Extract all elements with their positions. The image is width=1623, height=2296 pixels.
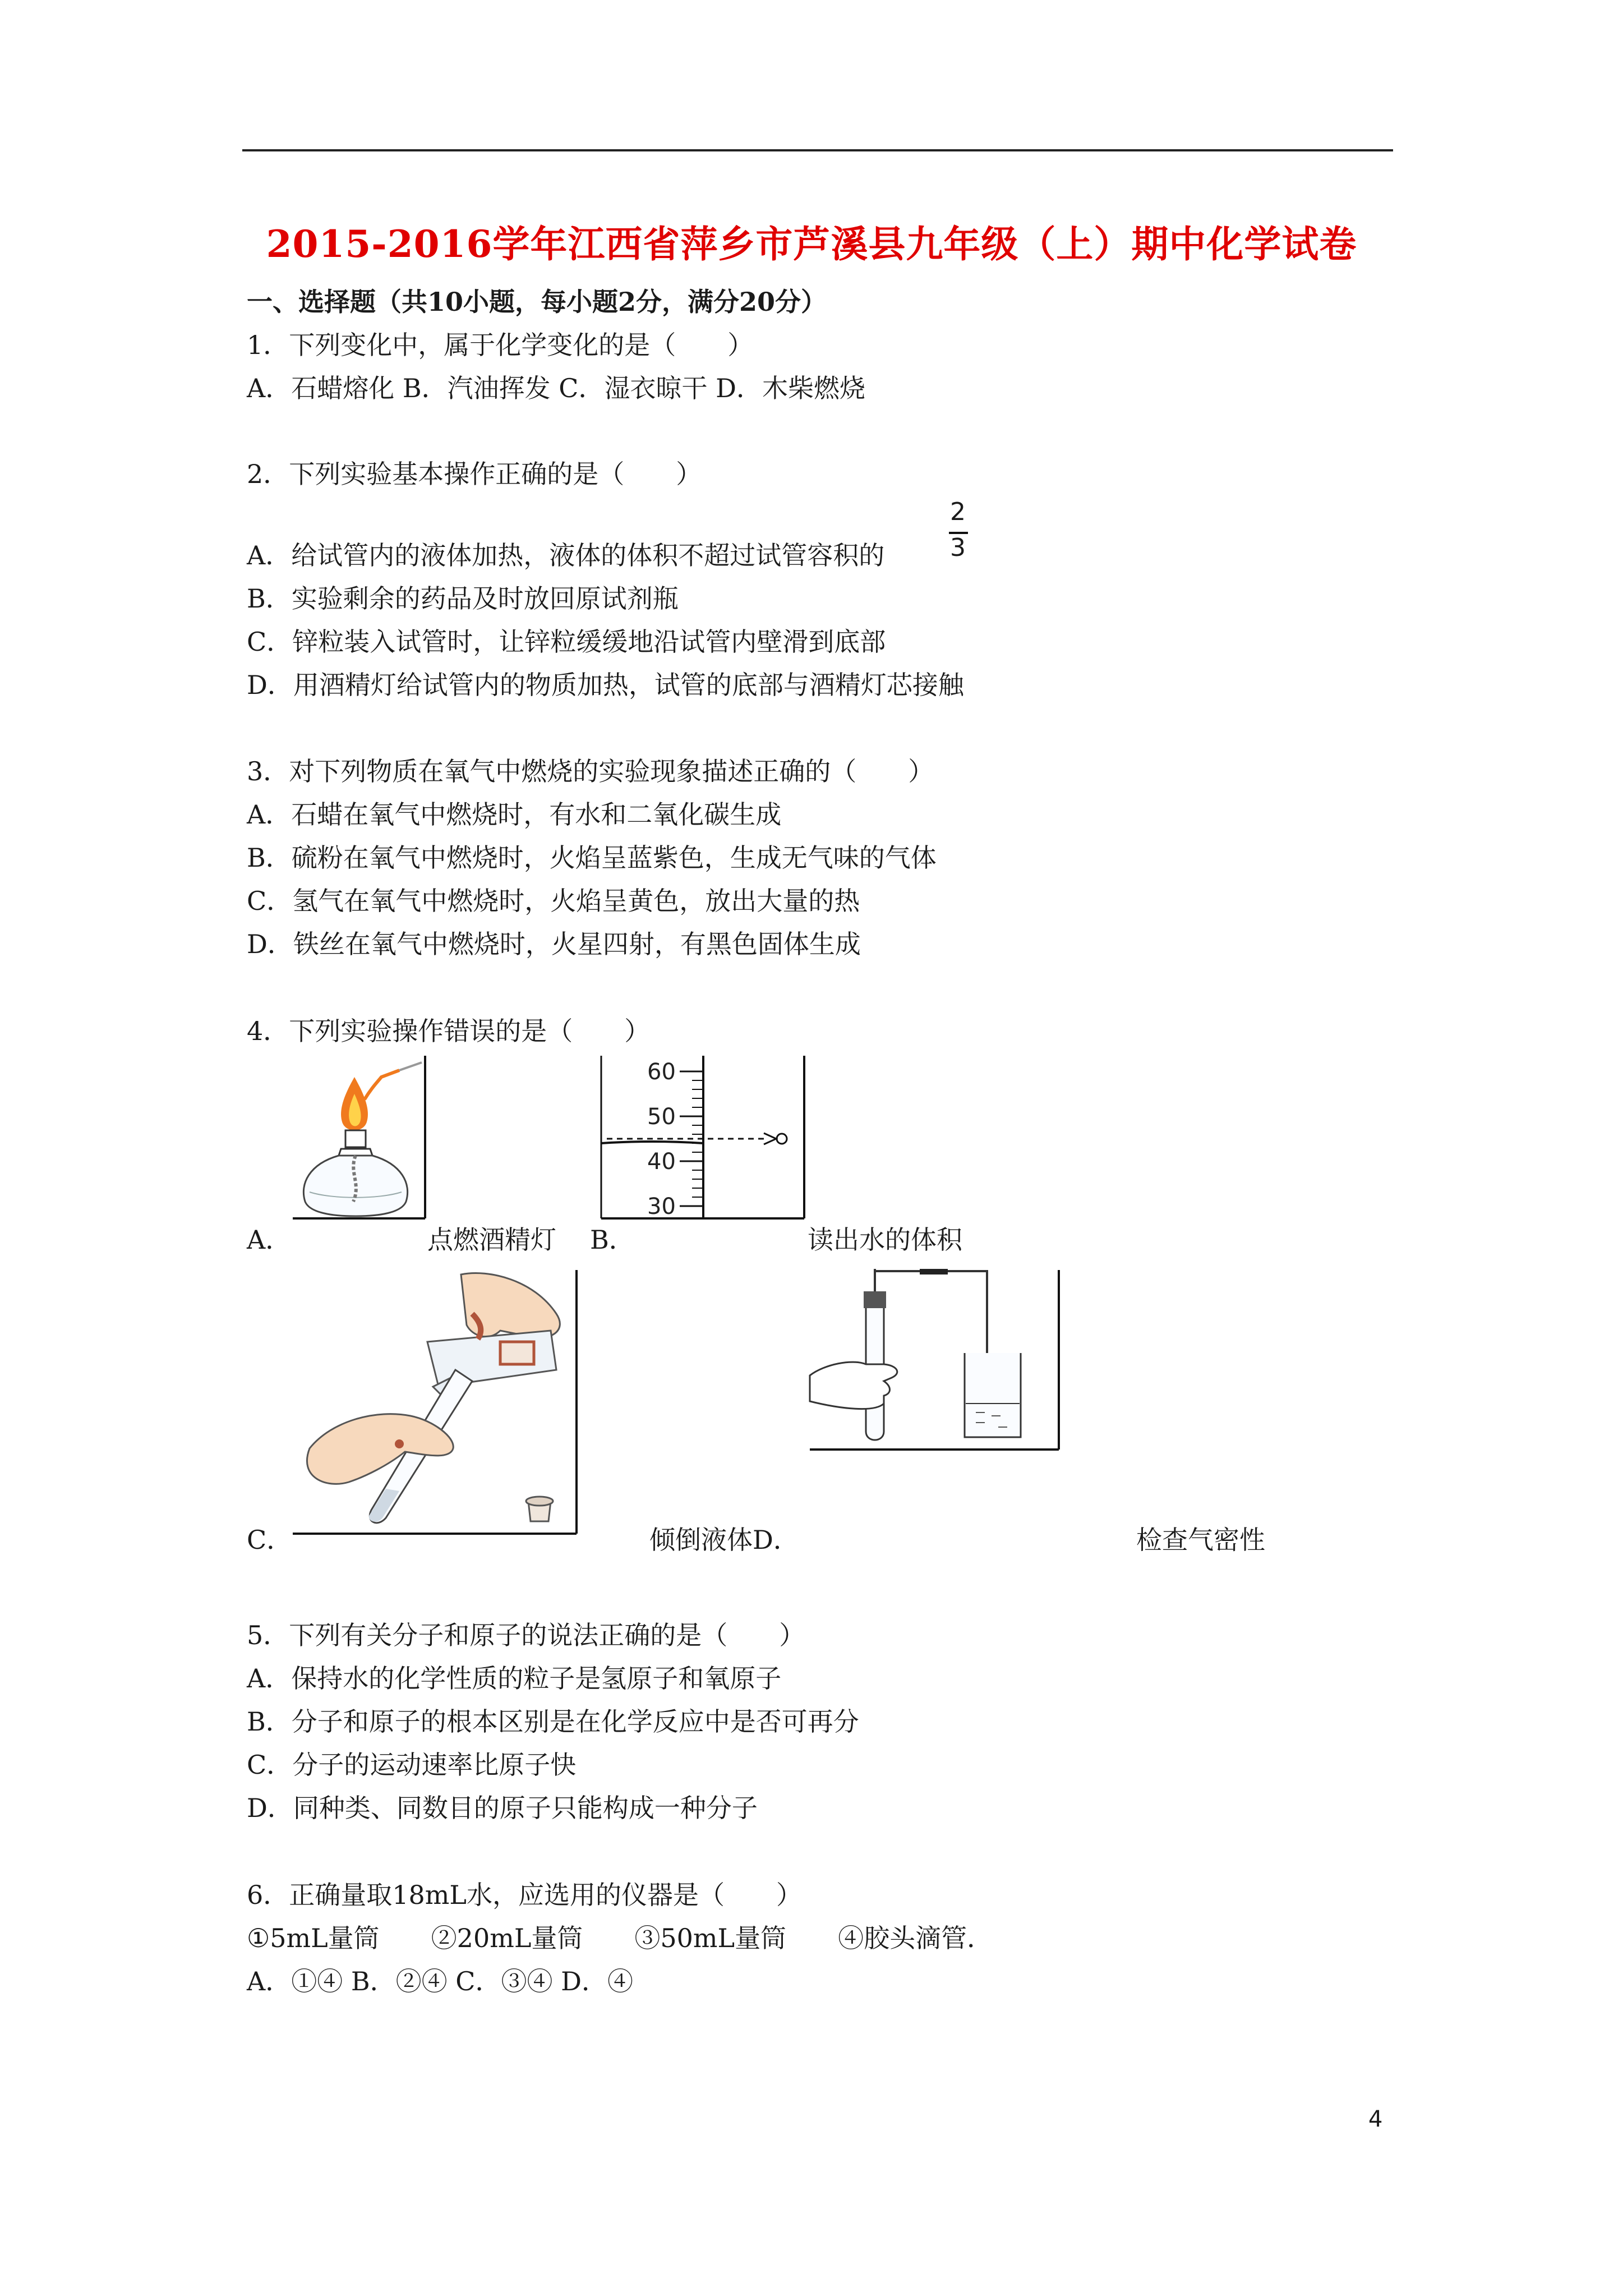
q3-option-c: C．氢气在氧气中燃烧时，火焰呈黄色，放出大量的热 — [247, 886, 860, 916]
q4-caption-c: 倾倒液体D． — [649, 1525, 799, 1555]
q4-stem: 4．下列实验操作错误的是（ ） — [247, 1016, 651, 1046]
alcohol-lamp-figure — [287, 1055, 427, 1223]
q2-option-a — [247, 539, 884, 572]
cylinder-tick-40: 40 — [647, 1149, 676, 1175]
cylinder-tick-50: 50 — [647, 1104, 676, 1130]
q2-option-d: D．用酒精灯给试管内的物质加热，试管的底部与酒精灯芯接触 — [247, 670, 964, 700]
cylinder-tick-60: 60 — [647, 1059, 676, 1085]
graduated-cylinder-figure — [596, 1055, 809, 1223]
section-heading: 一、选择题（共10小题，每小题2分，满分20分） — [247, 287, 827, 317]
q5-option-a: A．保持水的化学性质的粒子是氢原子和氧原子 — [247, 1663, 782, 1694]
q3-option-a: A．石蜡在氧气中燃烧时，有水和二氧化碳生成 — [247, 799, 782, 830]
q5-stem: 5．下列有关分子和原子的说法正确的是（ ） — [247, 1620, 805, 1650]
q2-option-c: C．锌粒装入试管时，让锌粒缓缓地沿试管内壁滑到底部 — [247, 627, 886, 657]
q3-stem: 3．对下列物质在氧气中燃烧的实验现象描述正确的（ ） — [247, 756, 934, 786]
q4-caption-b: 读出水的体积 — [808, 1225, 962, 1255]
q1-stem: 1．下列变化中，属于化学变化的是（ ） — [247, 330, 754, 360]
q4-caption-d: 检查气密性 — [1136, 1525, 1265, 1555]
q6-options: A．①④ B．②④ C．③④ D．④ — [247, 1966, 633, 1996]
fraction-denominator: 3 — [950, 533, 966, 562]
q6-stem: 6．正确量取18mL水，应选用的仪器是（ ） — [247, 1880, 802, 1910]
cylinder-tick-30: 30 — [647, 1194, 676, 1220]
header-rule — [242, 149, 1393, 151]
q4-label-c: C． — [247, 1525, 293, 1555]
fraction-numerator: 2 — [950, 498, 966, 526]
pouring-liquid-figure — [287, 1269, 579, 1538]
q6-items: ①5mL量筒 ②20mL量筒 ③50mL量筒 ④胶头滴管． — [247, 1923, 993, 1953]
q5-option-c: C．分子的运动速率比原子快 — [247, 1750, 577, 1780]
q3-option-b: B．硫粉在氧气中燃烧时，火焰呈蓝紫色，生成无气味的气体 — [247, 843, 937, 873]
airtightness-check-figure — [808, 1269, 1066, 1454]
q3-option-d: D．铁丝在氧气中燃烧时，火星四射，有黑色固体生成 — [247, 929, 861, 959]
q4-caption-a: 点燃酒精灯 — [427, 1225, 556, 1255]
q5-option-b: B．分子和原子的根本区别是在化学反应中是否可再分 — [247, 1706, 859, 1737]
q2-stem: 2．下列实验基本操作正确的是（ ） — [247, 459, 702, 489]
q1-options: A．石蜡熔化 B．汽油挥发 C．湿衣晾干 D．木柴燃烧 — [247, 373, 865, 403]
fraction-two-thirds — [948, 498, 976, 571]
q4-label-a: A． — [247, 1225, 292, 1255]
q5-option-d: D．同种类、同数目的原子只能构成一种分子 — [247, 1793, 758, 1823]
q4-label-b: B． — [590, 1225, 635, 1255]
q2-option-b: B．实验剩余的药品及时放回原试剂瓶 — [247, 583, 679, 614]
page-number: 4 — [1368, 2106, 1383, 2132]
exam-title: 2015-2016学年江西省萍乡市芦溪县九年级（上）期中化学试卷 — [266, 222, 1357, 266]
q2-option-a-text: A．给试管内的液体加热，液体的体积不超过试管容积的 — [247, 540, 885, 570]
